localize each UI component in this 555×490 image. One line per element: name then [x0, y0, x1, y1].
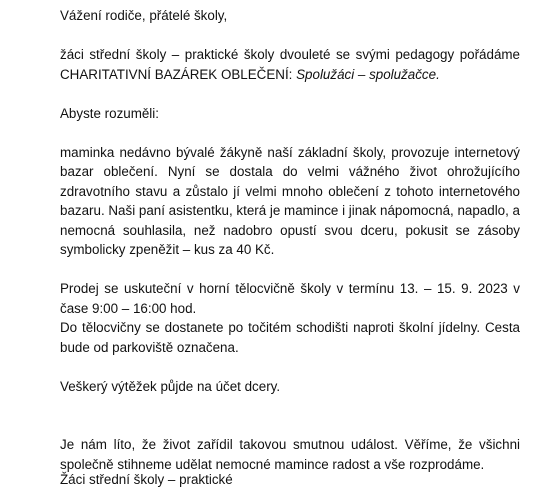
spacer: [60, 260, 520, 280]
intro-text: žáci střední školy – praktické školy dvouleté se svými pedagogy pořádáme CHARITATIVNÍ BAZÁREK OBLEČENÍ:: [60, 47, 520, 82]
spacer: [60, 84, 520, 104]
lead-line: Abyste rozuměli:: [60, 105, 159, 121]
event-name: Spolužáci – spolužačce.: [296, 66, 440, 82]
proceeds-line: Veškerý výtěžek půjde na účet dcery.: [60, 378, 281, 394]
spacer: [60, 26, 520, 46]
schedule-paragraph: Prodej se uskuteční v horní tělocvičně školy v termínu 13. – 15. 9. 2023 v čase 9:00 – 16:00 hod.: [60, 281, 520, 316]
signature-partial: Žáci střední školy – praktické: [60, 472, 233, 487]
spacer: [60, 123, 520, 143]
signature-line-cropped: [60, 470, 520, 490]
closing-paragraph: Je nám líto, že život zařídil takovou smutnou událost. Věříme, že všichni společně stihneme udělat nemocné mamince radost a vše rozprodáme.: [60, 437, 520, 472]
greeting: Vážení rodiče, přátelé školy,: [60, 8, 228, 23]
spacer: [60, 357, 520, 377]
story-paragraph: maminka nedávno bývalé žákyně naší základní školy, provozuje internetový bazar oblečení. Nyní se dostala do velmi vážného život ohrožujícího zdravotního stavu a zůstalo jí velmi mnoho oblečení z tohoto internetového bazaru. Naši paní asistentku, která je mamince i jinak nápomocná, napadlo, a nemocná souhlasila, než nadobro opustí svou dceru, pokusit se zásoby symbolicky zpeněžit – kus za 40 Kč.: [60, 144, 521, 257]
intro-paragraph: [60, 45, 520, 84]
letter-body: [60, 6, 520, 474]
spacer: [60, 396, 520, 435]
directions-paragraph: Do tělocvičny se dostanete po točitém schodišti naproti školní jídelny. Cesta bude od parkoviště označena.: [60, 320, 520, 355]
